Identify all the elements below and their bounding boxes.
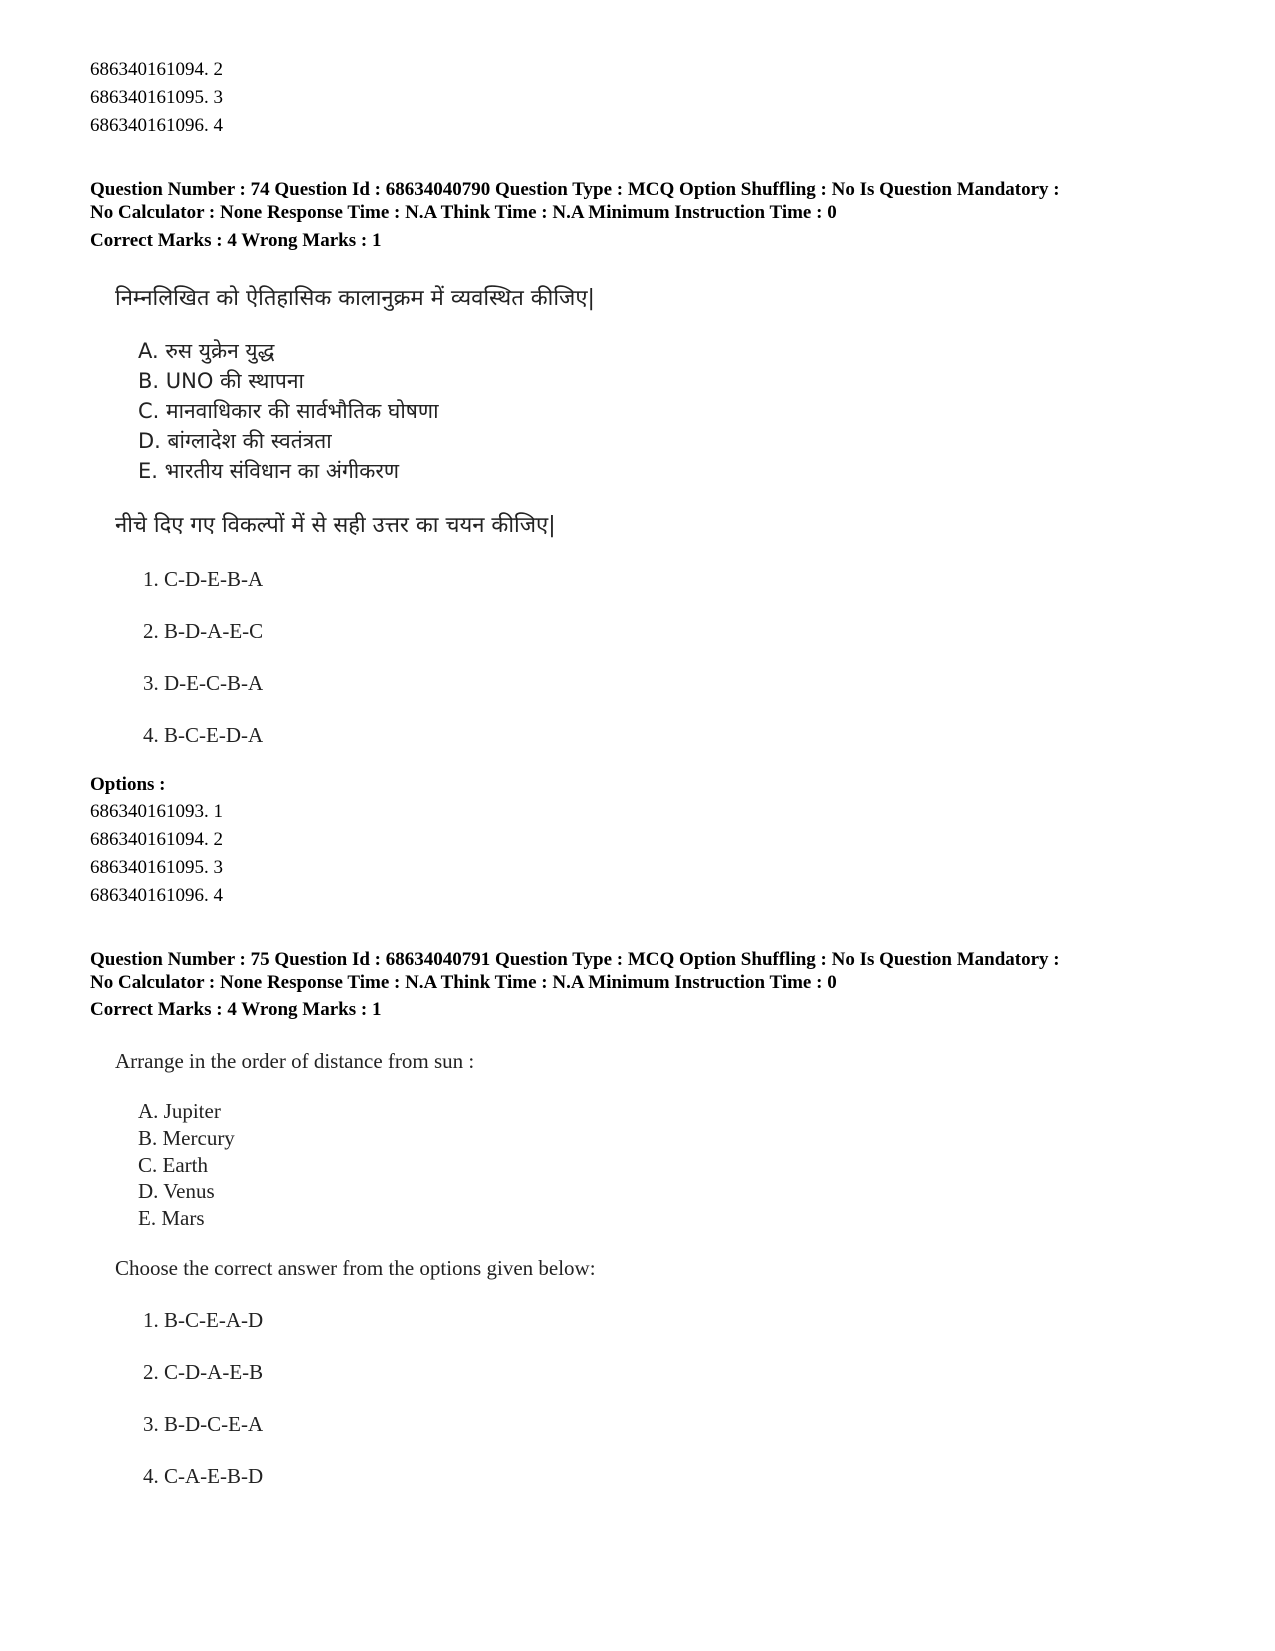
q75-instruction: Choose the correct answer from the options given below: [115, 1256, 596, 1280]
q74-options-label: Options : [90, 774, 166, 795]
option-line: 686340161095. 3 [90, 87, 223, 108]
q74-choice-3: 3. D-E-C-B-A [143, 671, 264, 695]
q74-item-d: D. बांग्लादेश की स्वतंत्रता [138, 429, 332, 453]
option-line: 686340161096. 4 [90, 885, 223, 906]
q74-meta-line1: Question Number : 74 Question Id : 68634040790 Question Type : MCQ Option Shuffling : No Is Question Mandatory : [90, 179, 1060, 200]
q75-item-d: D. Venus [138, 1179, 215, 1203]
q75-prompt: Arrange in the order of distance from sun : [115, 1049, 475, 1073]
q75-choice-2: 2. C-D-A-E-B [143, 1360, 264, 1384]
q74-item-b: B. UNO की स्थापना [138, 369, 304, 393]
q74-item-e: E. भारतीय संविधान का अंगीकरण [138, 459, 400, 483]
option-line: 686340161093. 1 [90, 801, 223, 822]
q74-marks: Correct Marks : 4 Wrong Marks : 1 [90, 230, 382, 251]
q74-instruction: नीचे दिए गए विकल्पों में से सही उत्तर का चयन कीजिए| [115, 513, 556, 538]
q75-marks: Correct Marks : 4 Wrong Marks : 1 [90, 999, 382, 1020]
q75-item-b: B. Mercury [138, 1126, 235, 1150]
q74-item-c: C. मानवाधिकार की सार्वभौतिक घोषणा [138, 399, 439, 423]
q75-choice-4: 4. C-A-E-B-D [143, 1464, 264, 1488]
q74-prompt: निम्नलिखित को ऐतिहासिक कालानुक्रम में व्यवस्थित कीजिए| [115, 286, 595, 311]
q75-meta-line1: Question Number : 75 Question Id : 68634040791 Question Type : MCQ Option Shuffling : No Is Question Mandatory : [90, 949, 1060, 970]
q75-choice-3: 3. B-D-C-E-A [143, 1412, 264, 1436]
q75-choice-1: 1. B-C-E-A-D [143, 1308, 264, 1332]
q75-item-a: A. Jupiter [138, 1099, 221, 1123]
option-line: 686340161095. 3 [90, 857, 223, 878]
q74-item-a: A. रुस युक्रेन युद्ध [138, 339, 275, 363]
q74-choice-1: 1. C-D-E-B-A [143, 567, 264, 591]
q75-item-e: E. Mars [138, 1206, 205, 1230]
option-line: 686340161094. 2 [90, 829, 223, 850]
option-line: 686340161096. 4 [90, 115, 223, 136]
option-line: 686340161094. 2 [90, 59, 223, 80]
q75-meta-line2: No Calculator : None Response Time : N.A Think Time : N.A Minimum Instruction Time : 0 [90, 972, 837, 993]
q75-item-c: C. Earth [138, 1153, 208, 1177]
q74-choice-2: 2. B-D-A-E-C [143, 619, 264, 643]
q74-meta-line2: No Calculator : None Response Time : N.A Think Time : N.A Minimum Instruction Time : 0 [90, 202, 837, 223]
q74-choice-4: 4. B-C-E-D-A [143, 723, 264, 747]
